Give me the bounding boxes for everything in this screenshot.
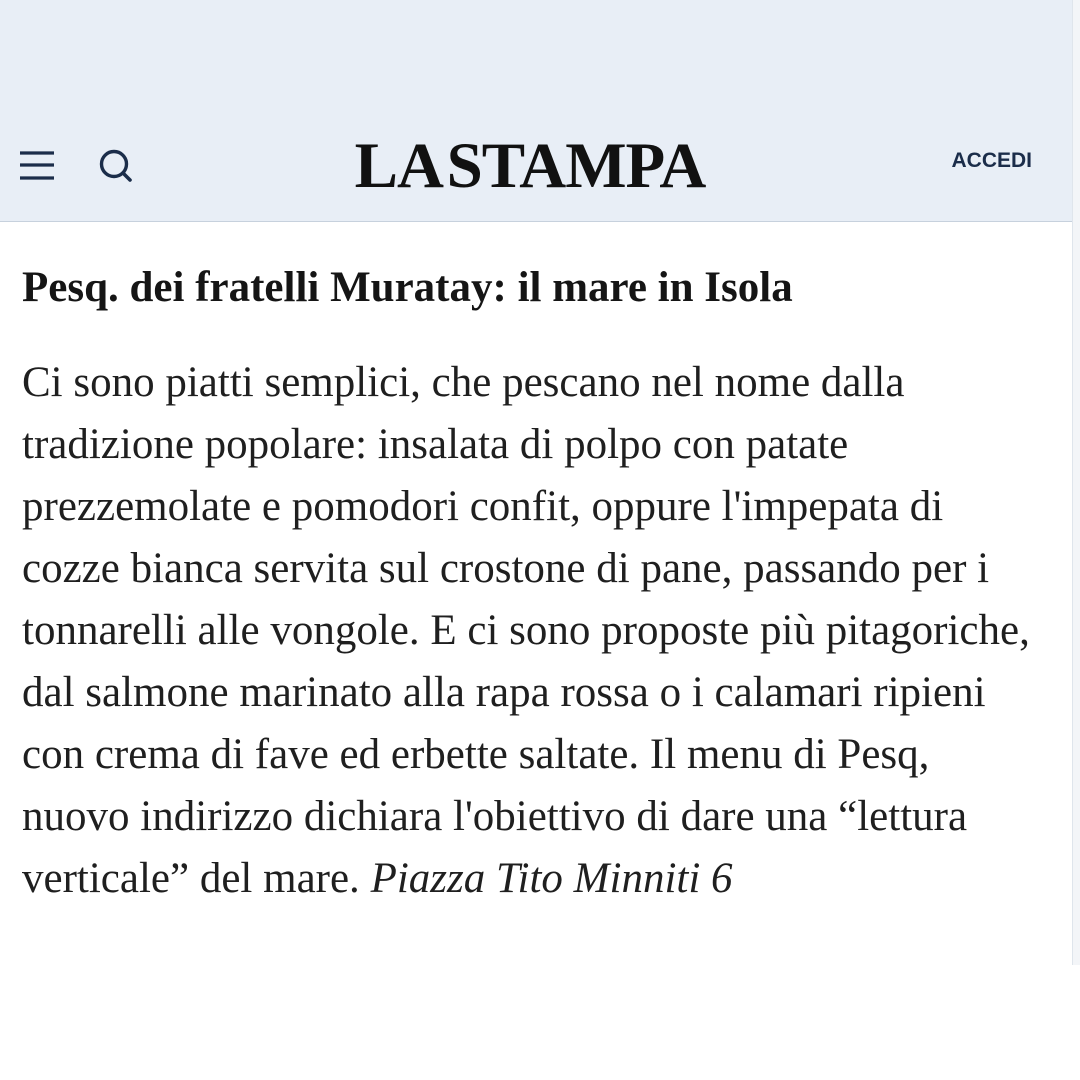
article-title: Pesq. dei fratelli Muratay: il mare in Isola — [22, 264, 793, 311]
body-line: cozze bianca servita sul crostone di pane, passando per i — [22, 545, 990, 592]
body-line: prezzemolate e pomodori confit, oppure l'impepata di — [22, 483, 944, 530]
restaurant-address: Piazza Tito Minniti 6 — [370, 855, 733, 902]
search-icon[interactable] — [96, 146, 136, 186]
body-line: tonnarelli alle vongole. E ci sono proposte più pitagoriche, — [22, 607, 1030, 654]
body-last-line — [22, 848, 1030, 910]
article-body — [22, 352, 1030, 910]
body-line: nuovo indirizzo dichiara l'obiettivo di dare una “lettura — [22, 793, 968, 840]
body-line: con crema di fave ed erbette saltate. Il menu di Pesq, — [22, 731, 930, 778]
search-icon-graphic — [96, 146, 136, 186]
site-header — [0, 0, 1072, 222]
hamburger-menu-icon[interactable] — [18, 146, 56, 184]
body-line: Ci sono piatti semplici, che pescano nel nome dalla — [22, 359, 905, 406]
body-line: dal salmone marinato alla rapa rossa o i calamari ripieni — [22, 669, 986, 716]
page-right-edge — [1072, 0, 1080, 965]
site-logo[interactable]: LA STAMPA — [354, 130, 706, 202]
login-button[interactable]: ACCEDI — [951, 149, 1032, 172]
hamburger-menu-icon-graphic — [18, 146, 56, 184]
body-line: tradizione popolare: insalata di polpo con patate — [22, 421, 849, 468]
body-line-text: verticale” del mare. — [22, 855, 360, 902]
